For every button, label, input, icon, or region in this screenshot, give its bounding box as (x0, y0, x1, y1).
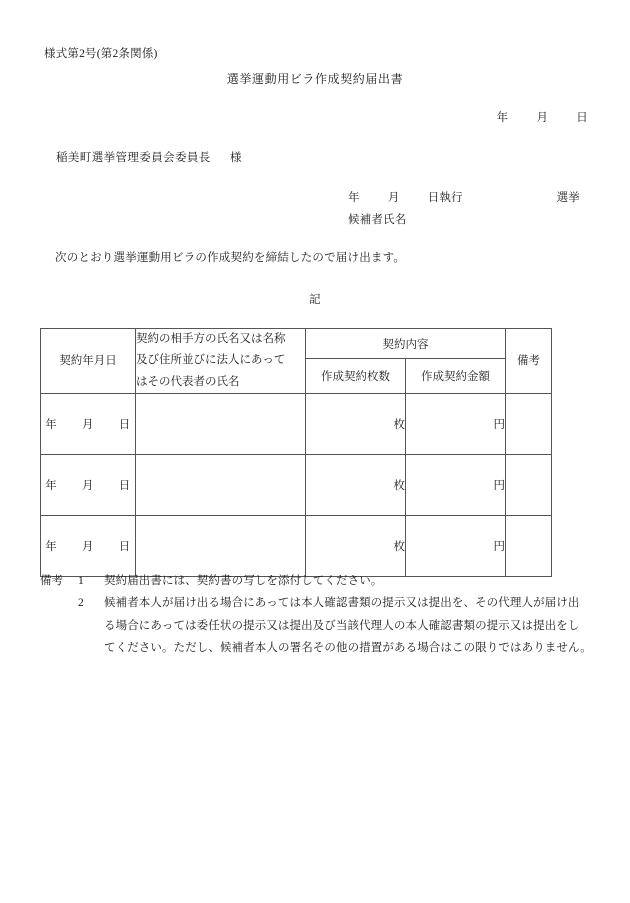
cell-sheets[interactable]: 枚 (306, 393, 406, 454)
cell-date-year: 年 (45, 540, 58, 553)
addressee-line (56, 150, 242, 167)
footnote-item (40, 592, 596, 614)
footnote-number: 2 (78, 597, 84, 610)
addressee-office: 稲美町選挙管理委員会委員長 (56, 152, 211, 164)
candidate-name-label: 候補者氏名 (348, 214, 407, 226)
filing-date-day: 日 (576, 112, 588, 124)
cell-date-day: 日 (118, 540, 131, 553)
cell-date-day: 日 (118, 418, 131, 431)
note-marker: 記 (309, 294, 321, 306)
footnote-text: る場合にあっては委任状の提示又は提出及び当該代理人の本人確認書類の提示又は提出をし (104, 619, 580, 632)
header-contract-content: 契約内容 (306, 329, 506, 359)
footnote-line (40, 615, 596, 637)
cell-remarks[interactable] (506, 454, 552, 515)
cell-counterparty[interactable] (136, 515, 306, 576)
cell-date-month: 月 (82, 540, 94, 553)
header-sheets: 作成契約枚数 (306, 359, 406, 394)
cell-counterparty[interactable] (136, 454, 306, 515)
cell-contract-date[interactable] (41, 393, 136, 454)
election-date-line (348, 190, 580, 207)
cell-contract-date[interactable] (41, 454, 136, 515)
cell-date-month: 月 (82, 479, 94, 492)
table-row (41, 393, 552, 454)
election-year: 年 (348, 192, 360, 204)
footnote-text: 契約届出書には、契約書の写しを添付してください。 (104, 575, 383, 587)
cell-date-day: 日 (118, 479, 131, 492)
header-amount: 作成契約金額 (406, 359, 506, 394)
election-month: 月 (387, 192, 400, 204)
footnotes (40, 570, 596, 660)
cell-counterparty[interactable] (136, 393, 306, 454)
footnote-text: てください。ただし、候補者本人の署名その他の措置がある場合はこの限りではありません。 (104, 642, 592, 655)
cell-date-year: 年 (45, 479, 58, 492)
table-header-row (41, 329, 552, 359)
cell-date-year: 年 (45, 418, 58, 431)
cell-amount[interactable]: 円 (406, 454, 506, 515)
footnotes-label: 備考 (40, 575, 63, 587)
header-remarks: 備考 (506, 329, 552, 394)
cell-remarks[interactable] (506, 515, 552, 576)
header-contract-date: 契約年月日 (41, 329, 136, 394)
cell-amount[interactable]: 円 (406, 393, 506, 454)
header-counterparty (136, 329, 306, 394)
table-row (41, 515, 552, 576)
header-counterparty-line-1: 契約の相手方の氏名又は名称 (136, 333, 286, 345)
election-word: 選挙 (556, 192, 580, 204)
cell-remarks[interactable] (506, 393, 552, 454)
footnote-number: 1 (78, 575, 84, 587)
document-title: 選挙運動用ビラ作成契約届出書 (226, 72, 404, 86)
cell-date-month: 月 (82, 418, 94, 431)
header-counterparty-line-2: 及び住所並びに法人にあって (136, 354, 286, 367)
footnote-item (40, 570, 596, 592)
table-row (41, 454, 552, 515)
election-day-execute: 日執行 (427, 192, 463, 204)
contract-table (40, 328, 552, 577)
filing-date-year: 年 (496, 112, 509, 124)
footnote-line (40, 637, 596, 659)
filing-date-line (0, 110, 588, 127)
filing-date-month: 月 (536, 112, 549, 124)
cell-contract-date[interactable] (41, 515, 136, 576)
cell-amount[interactable]: 円 (406, 515, 506, 576)
cell-sheets[interactable]: 枚 (306, 454, 406, 515)
cell-sheets[interactable]: 枚 (306, 515, 406, 576)
body-sentence: 次のとおり選挙運動用ビラの作成契約を締結したので届け出ます。 (55, 252, 406, 264)
form-number: 様式第2号(第2条関係) (44, 48, 158, 60)
header-counterparty-line-3: はその代表者の氏名 (136, 375, 240, 388)
footnote-text: 候補者本人が届け出る場合にあっては本人確認書類の提示又は提出を、その代理人が届け出 (104, 597, 580, 610)
addressee-honorific: 様 (229, 152, 242, 164)
